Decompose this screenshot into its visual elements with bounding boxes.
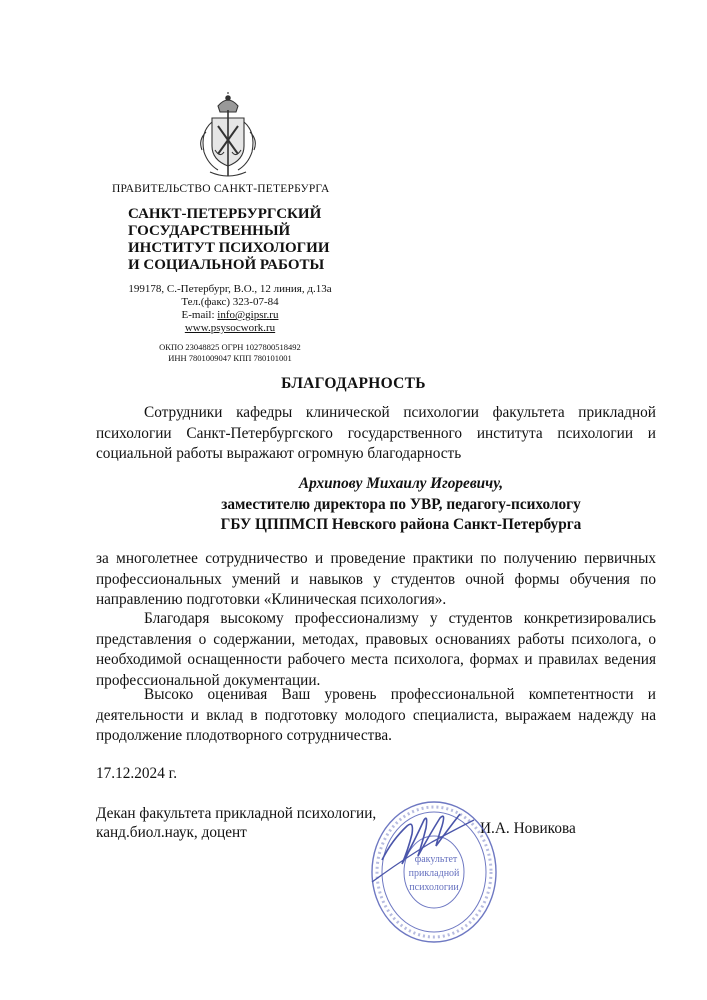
phone: Тел.(факс) 323-07-84: [181, 296, 279, 308]
body-paragraph: за многолетнее сотрудничество и проведение практики по получению первичных профессиональных умений и навыков у студентов очной формы обучения по направлению подготовки «Клиническая психология».: [96, 550, 656, 608]
stamp-text-line: психологии: [409, 882, 459, 893]
institute-contacts: [110, 283, 350, 335]
institute-name-line: САНКТ-ПЕТЕРБУРГСКИЙ: [128, 206, 322, 222]
email-link[interactable]: info@gipsr.ru: [217, 309, 279, 321]
signatory-title-line: канд.биол.наук, доцент: [96, 824, 247, 841]
postal-address: 199178, С.-Петербург, В.О., 12 линия, д.13а: [128, 283, 332, 295]
email-label: E-mail:: [181, 309, 218, 321]
coat-of-arms-emblem: [188, 92, 268, 182]
document-date: 17.12.2024 г.: [96, 765, 178, 782]
institute-name-line: ГОСУДАРСТВЕННЫЙ: [128, 223, 291, 239]
signatory-name: И.А. Новикова: [480, 820, 576, 837]
official-stamp: [362, 790, 512, 950]
codes-line: ИНН 7801009047 КПП 780101001: [168, 352, 292, 363]
website-link[interactable]: www.psysocwork.ru: [184, 322, 276, 334]
recipient-block: [96, 474, 706, 536]
body-paragraph: Высоко оценивая Ваш уровень профессиональной компетентности и деятельности и вклад в подготовку молодого специалиста, выражаем надежду на продолжение плодотворного сотрудничества.: [96, 686, 656, 744]
stamp-text-line: факультет: [414, 854, 458, 865]
institute-name: [128, 206, 348, 274]
document-title: БЛАГОДАРНОСТЬ: [281, 375, 426, 392]
registration-codes: [120, 342, 340, 363]
recipient-name: Архипову Михаилу Игоревичу,: [298, 475, 504, 492]
institute-name-line: И СОЦИАЛЬНОЙ РАБОТЫ: [128, 257, 325, 273]
body-paragraph: Благодаря высокому профессионализму у студентов конкретизировались представления о содержании, методах, правовых основаниях работы психолога, о необходимой оснащенности рабочего места психолога, формах и правилах ведения профессиональной документации.: [96, 610, 656, 689]
signatory-title: [96, 804, 376, 842]
recipient-organization: ГБУ ЦППМСП Невского района Санкт-Петербурга: [220, 516, 582, 533]
recipient-position: заместителю директора по УВР, педагогу-психологу: [221, 495, 581, 513]
intro-paragraph: Сотрудники кафедры клинической психологии факультета прикладной психологии Санкт-Петербургского государственного института психологии и социальной работы выражают огромную благодарность: [96, 404, 656, 462]
email-line: [110, 309, 350, 322]
institute-name-line: ИНСТИТУТ ПСИХОЛОГИИ: [128, 240, 330, 256]
stamp-text-line: прикладной: [408, 868, 460, 879]
government-name: ПРАВИТЕЛЬСТВО САНКТ-ПЕТЕРБУРГА: [112, 183, 330, 195]
signatory-title-line: Декан факультета прикладной психологии,: [96, 805, 377, 822]
codes-line: ОКПО 23048825 ОГРН 1027800518492: [159, 342, 301, 352]
